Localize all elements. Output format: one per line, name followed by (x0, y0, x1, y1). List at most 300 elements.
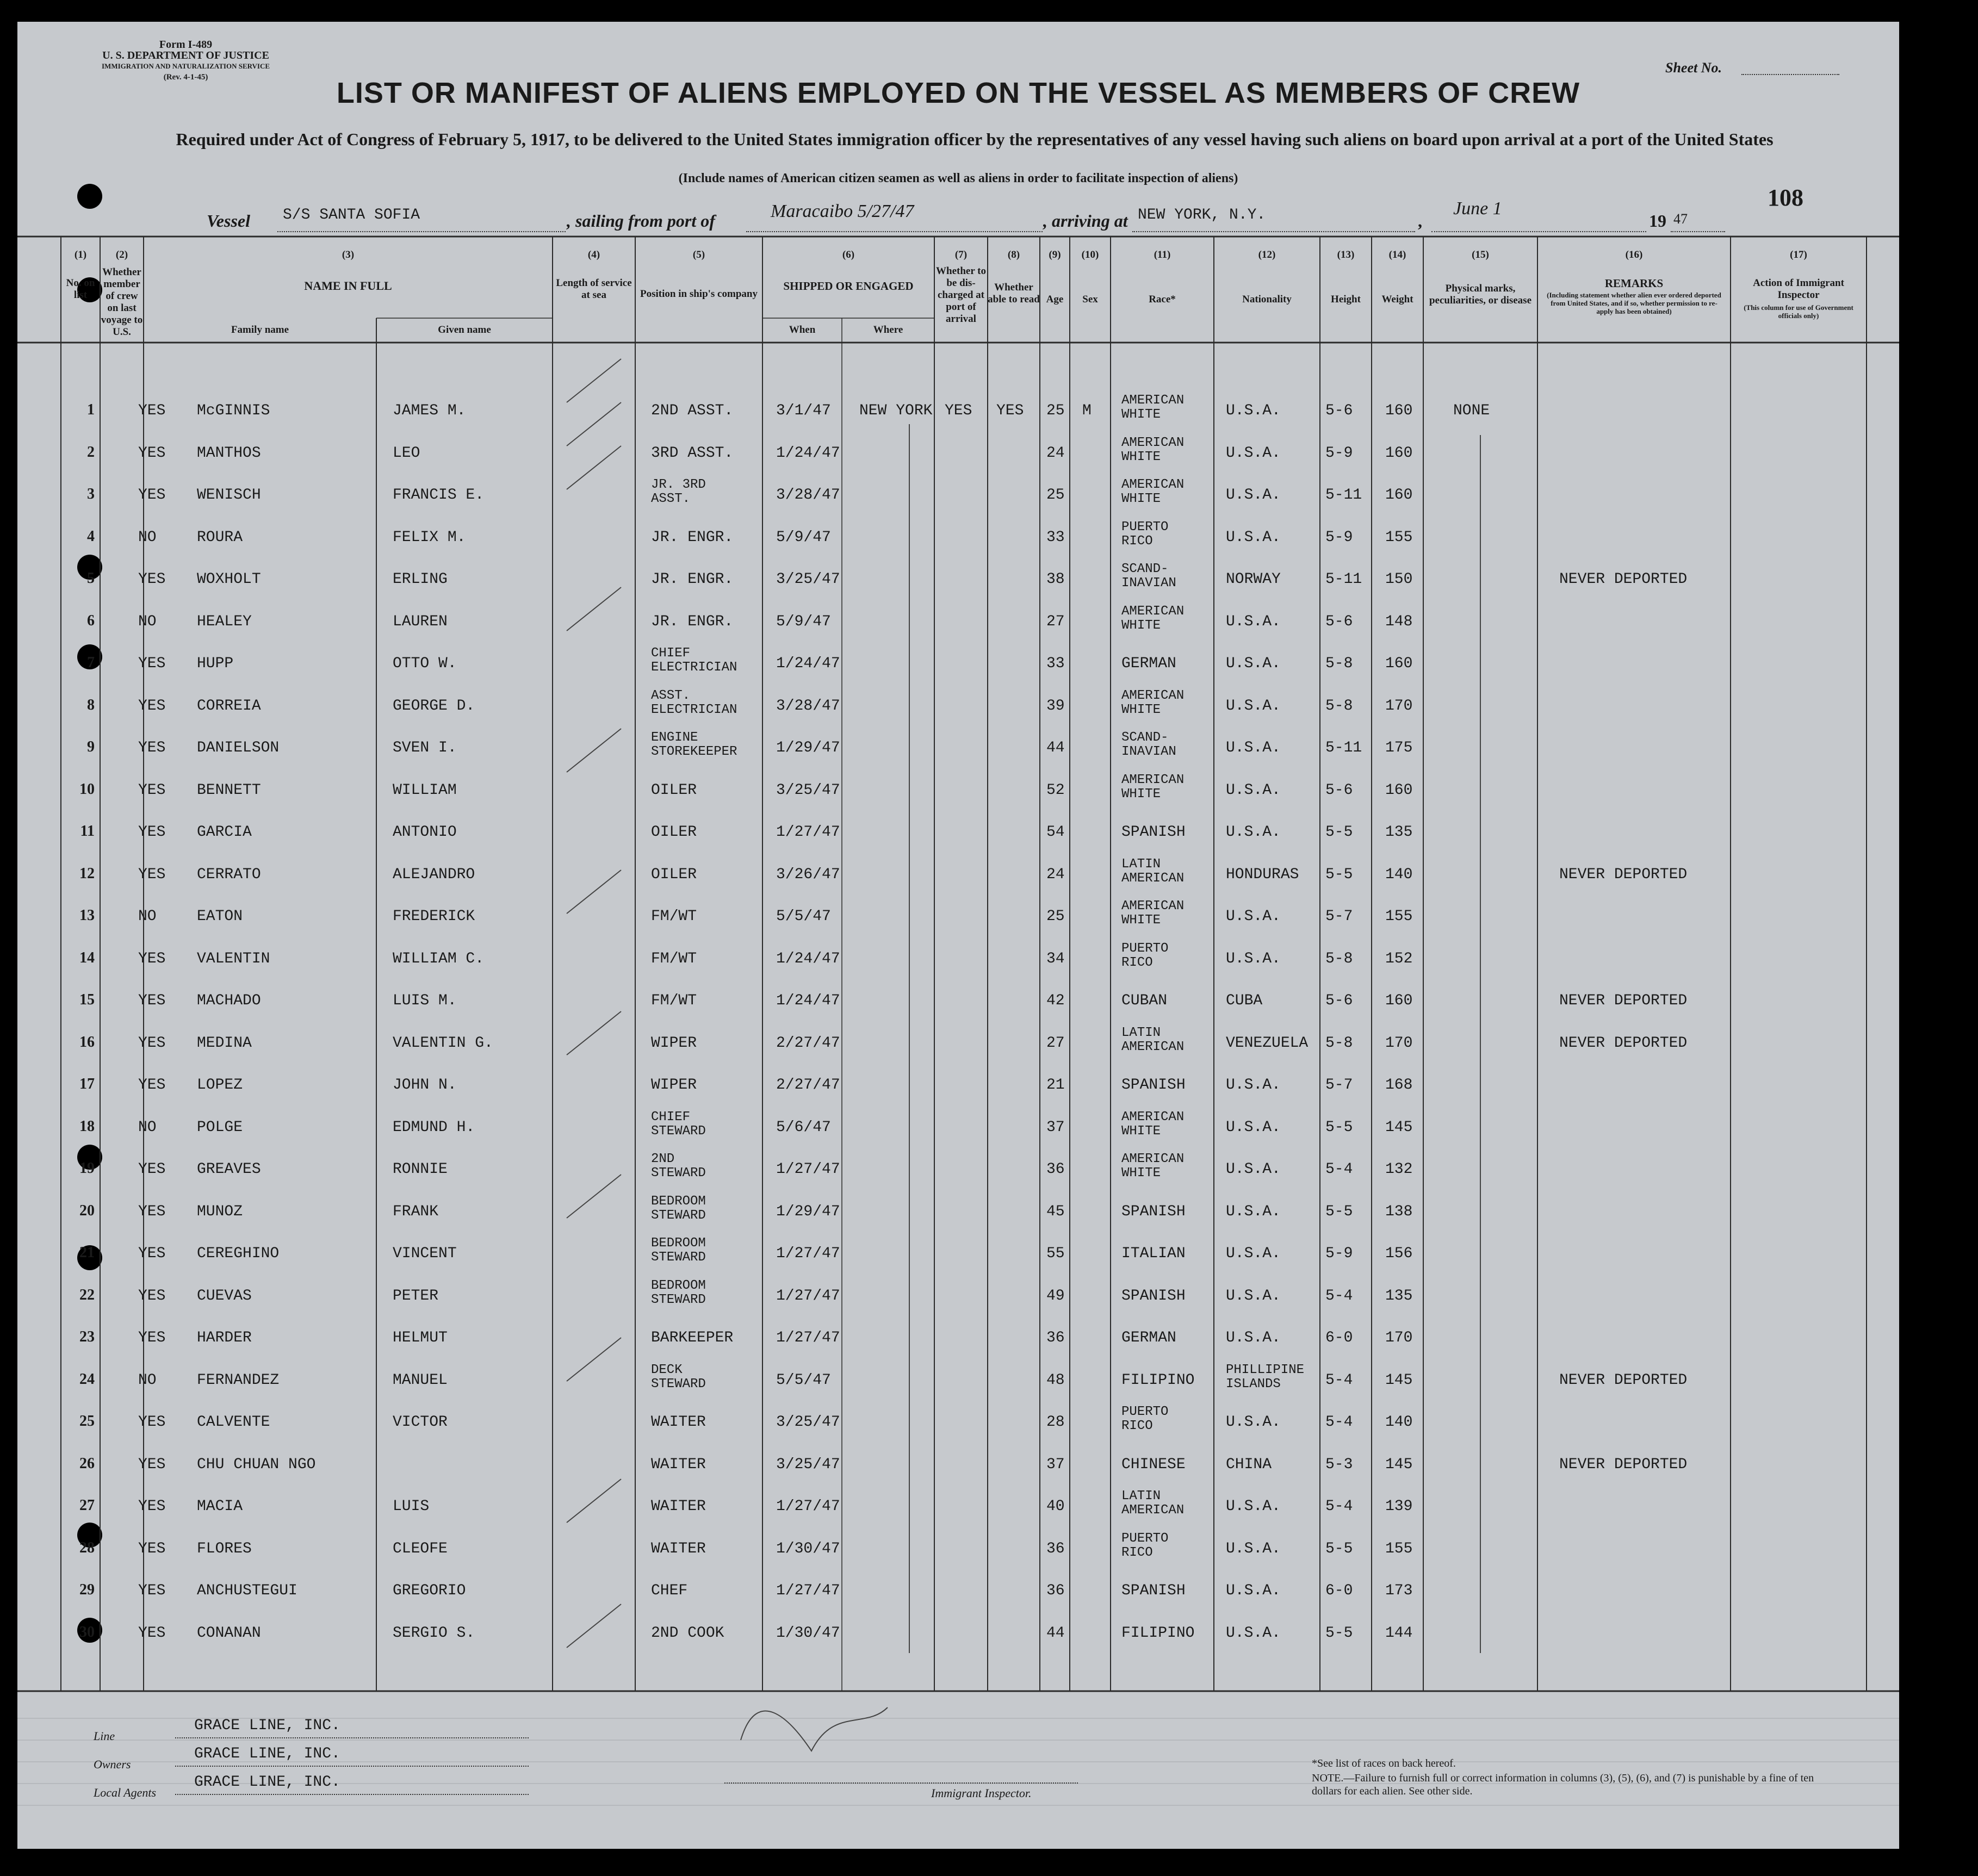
nationality: NORWAY (1226, 571, 1281, 588)
owners-value: GRACE LINE, INC. (194, 1745, 340, 1762)
shipped-when: 2/27/47 (776, 1077, 840, 1094)
family-name: MANTHOS (197, 445, 261, 462)
member-last-voyage: YES (138, 1288, 166, 1304)
position: ASST. (651, 688, 691, 703)
weight: 173 (1385, 1582, 1413, 1599)
weight: 170 (1385, 1330, 1413, 1346)
header-given-name: Given name (438, 324, 491, 336)
weight: 140 (1385, 866, 1413, 883)
remarks: NEVER DEPORTED (1559, 866, 1688, 883)
row-number: 28 (79, 1539, 95, 1556)
header-nationality: Nationality (1242, 294, 1292, 305)
column-number: (4) (587, 249, 600, 260)
race: AMERICAN (1121, 871, 1185, 886)
weight: 145 (1385, 1456, 1413, 1473)
age: 36 (1046, 1582, 1065, 1599)
age: 44 (1046, 1625, 1065, 1642)
family-name: WOXHOLT (197, 571, 261, 588)
position: CHIEF (651, 646, 691, 661)
race: WHITE (1121, 787, 1161, 802)
row-number: 21 (79, 1244, 95, 1261)
position: ENGINE (651, 730, 698, 745)
position: 2ND (651, 1152, 675, 1166)
family-name: GARCIA (197, 824, 252, 841)
race: LATIN (1121, 1026, 1161, 1040)
weight: 175 (1385, 740, 1413, 756)
arriving-label: , arriving at (1043, 211, 1128, 231)
race: PUERTO (1121, 1531, 1169, 1546)
height: 5-11 (1325, 487, 1362, 504)
race: WHITE (1121, 450, 1161, 464)
height: 5-4 (1325, 1372, 1353, 1389)
member-last-voyage: YES (138, 1498, 166, 1515)
position: ELECTRICIAN (651, 660, 737, 675)
race: FILIPINO (1121, 1372, 1195, 1389)
column-number: (3) (342, 249, 355, 260)
given-name: SVEN I. (393, 740, 457, 756)
header-age: Age (1046, 294, 1064, 305)
weight: 140 (1385, 1414, 1413, 1431)
row-number: 12 (79, 865, 95, 882)
age: 33 (1046, 655, 1065, 672)
position: CHEF (651, 1582, 688, 1599)
given-name: FRANCIS E. (393, 487, 485, 504)
races-note: *See list of races on back hereof. (1312, 1757, 1456, 1769)
physical-marks: NONE (1453, 402, 1490, 419)
height: 5-3 (1325, 1456, 1353, 1473)
member-last-voyage: YES (138, 1582, 166, 1599)
height: 5-4 (1325, 1288, 1353, 1304)
family-name: HUPP (197, 655, 234, 672)
able-to-read: YES (996, 402, 1024, 419)
header-name-in-full: NAME IN FULL (304, 279, 392, 293)
age: 39 (1046, 698, 1065, 715)
nationality: U.S.A. (1226, 1414, 1281, 1431)
row-number: 18 (79, 1118, 95, 1135)
given-name: SERGIO S. (393, 1625, 475, 1642)
race: AMERICAN (1121, 436, 1185, 450)
position: OILER (651, 782, 697, 799)
age: 40 (1046, 1498, 1065, 1515)
row-number: 27 (79, 1497, 95, 1514)
race: PUERTO (1121, 520, 1169, 535)
height: 5-6 (1325, 992, 1353, 1009)
race: AMERICAN (1121, 1040, 1185, 1054)
remarks: NEVER DEPORTED (1559, 1035, 1688, 1052)
row-number: 26 (79, 1455, 95, 1472)
column-number: (11) (1154, 249, 1171, 260)
race: WHITE (1121, 407, 1161, 422)
shipped-when: 3/25/47 (776, 1456, 840, 1473)
race: RICO (1121, 1545, 1153, 1560)
position: WIPER (651, 1035, 697, 1052)
weight: 156 (1385, 1245, 1413, 1262)
member-last-voyage: YES (138, 487, 166, 504)
inspector-label: Immigrant Inspector. (931, 1786, 1032, 1800)
header-weight: Weight (1381, 294, 1413, 305)
service: IMMIGRATION AND NATURALIZATION SERVICE (102, 62, 270, 70)
given-name: LEO (393, 445, 420, 462)
age: 54 (1046, 824, 1065, 841)
age: 44 (1046, 740, 1065, 756)
shipped-when: 2/27/47 (776, 1035, 840, 1052)
header-physical: Physical marks, peculiarities, or disease (1429, 283, 1532, 306)
age: 36 (1046, 1161, 1065, 1178)
header-height: Height (1331, 294, 1361, 305)
row-number: 25 (79, 1413, 95, 1430)
header-remarks: REMARKS (1604, 277, 1664, 290)
row-number: 10 (79, 781, 95, 798)
column-number: (15) (1472, 249, 1489, 260)
family-name: CALVENTE (197, 1414, 270, 1431)
height: 6-0 (1325, 1330, 1353, 1346)
header-position: Position in ship's company (640, 288, 758, 300)
position: BEDROOM (651, 1278, 706, 1293)
family-name: FERNANDEZ (197, 1372, 280, 1389)
row-number: 4 (87, 528, 95, 545)
age: 55 (1046, 1245, 1065, 1262)
height: 5-4 (1325, 1414, 1353, 1431)
race: PUERTO (1121, 1405, 1169, 1419)
height: 5-6 (1325, 402, 1353, 419)
position: JR. ENGR. (651, 613, 734, 630)
member-last-voyage: YES (138, 698, 166, 715)
agents-label: Local Agents (94, 1786, 157, 1799)
year-value: 47 (1673, 211, 1688, 227)
row-number: 3 (87, 486, 95, 502)
weight: 155 (1385, 529, 1413, 546)
position: FM/WT (651, 951, 697, 967)
family-name: MACIA (197, 1498, 243, 1515)
given-name: MANUEL (393, 1372, 448, 1389)
age: 27 (1046, 613, 1065, 630)
weight: 132 (1385, 1161, 1413, 1178)
given-name: GEORGE D. (393, 698, 475, 715)
nationality: U.S.A. (1226, 908, 1281, 925)
nationality: U.S.A. (1226, 1540, 1281, 1557)
position: 2ND ASST. (651, 402, 734, 419)
race: SCAND- (1121, 562, 1169, 576)
given-name: JAMES M. (393, 402, 466, 419)
nationality: U.S.A. (1226, 613, 1281, 630)
subtitle-note: (Include names of American citizen seamen as well as aliens in order to facilitate inspection of aliens) (678, 171, 1238, 185)
position: JR. 3RD (651, 477, 706, 492)
race: GERMAN (1121, 1330, 1176, 1346)
given-name: WILLIAM (393, 782, 457, 799)
race: LATIN (1121, 857, 1161, 872)
nationality: U.S.A. (1226, 1161, 1281, 1178)
given-name: ERLING (393, 571, 448, 588)
height: 5-5 (1325, 1625, 1353, 1642)
height: 5-8 (1325, 655, 1353, 672)
agents-value: GRACE LINE, INC. (194, 1774, 340, 1791)
nationality: U.S.A. (1226, 1119, 1281, 1136)
department: U. S. DEPARTMENT OF JUSTICE (102, 49, 269, 61)
member-last-voyage: NO (138, 1119, 157, 1136)
race: RICO (1121, 1419, 1153, 1433)
column-number: (13) (1337, 249, 1355, 260)
member-last-voyage: YES (138, 1540, 166, 1557)
member-last-voyage: YES (138, 866, 166, 883)
member-last-voyage: YES (138, 1161, 166, 1178)
column-number: (7) (954, 249, 968, 260)
family-name: VALENTIN (197, 951, 270, 967)
height: 5-5 (1325, 824, 1353, 841)
column-number: (9) (1049, 249, 1061, 260)
shipped-when: 5/9/47 (776, 613, 831, 630)
row-number: 2 (87, 444, 95, 461)
age: 21 (1046, 1077, 1065, 1094)
position: BEDROOM (651, 1236, 706, 1251)
header-action-note: (This column for use of Government officials only) (1744, 303, 1853, 320)
weight: 155 (1385, 1540, 1413, 1557)
age: 24 (1046, 445, 1065, 462)
member-last-voyage: YES (138, 1456, 166, 1473)
position: WAITER (651, 1498, 706, 1515)
position: BARKEEPER (651, 1330, 734, 1346)
shipped-when: 3/25/47 (776, 782, 840, 799)
shipped-when: 1/27/47 (776, 1330, 840, 1346)
race: AMERICAN (1121, 1152, 1185, 1166)
page-title: LIST OR MANIFEST OF ALIENS EMPLOYED ON THE VESSEL AS MEMBERS OF CREW (336, 77, 1580, 109)
family-name: EATON (197, 908, 243, 925)
height: 5-5 (1325, 1119, 1353, 1136)
member-last-voyage: YES (138, 782, 166, 799)
height: 5-5 (1325, 1203, 1353, 1220)
shipped-when: 1/27/47 (776, 1582, 840, 1599)
vessel-label: Vessel (207, 211, 250, 231)
shipped-when: 5/5/47 (776, 1372, 831, 1389)
remarks: NEVER DEPORTED (1559, 1372, 1688, 1389)
family-name: GREAVES (197, 1161, 261, 1178)
nationality: U.S.A. (1226, 698, 1281, 715)
family-name: MACHADO (197, 992, 261, 1009)
family-name: HEALEY (197, 613, 252, 630)
age: 45 (1046, 1203, 1065, 1220)
weight: 135 (1385, 824, 1413, 841)
race: CHINESE (1121, 1456, 1186, 1473)
age: 36 (1046, 1540, 1065, 1557)
height: 5-7 (1325, 908, 1353, 925)
shipped-when: 1/29/47 (776, 740, 840, 756)
weight: 138 (1385, 1203, 1413, 1220)
nationality: U.S.A. (1226, 445, 1281, 462)
shipped-when: 5/6/47 (776, 1119, 831, 1136)
height: 5-11 (1325, 571, 1362, 588)
shipped-when: 1/27/47 (776, 824, 840, 841)
position: FM/WT (651, 908, 697, 925)
shipped-when: 1/24/47 (776, 951, 840, 967)
family-name: CHU CHUAN NGO (197, 1456, 316, 1473)
remarks: NEVER DEPORTED (1559, 992, 1688, 1009)
row-number: 16 (79, 1034, 95, 1051)
race: WHITE (1121, 1166, 1161, 1181)
nationality: U.S.A. (1226, 1330, 1281, 1346)
header-length-service: Length of service at sea (556, 277, 632, 301)
shipped-when: 1/27/47 (776, 1288, 840, 1304)
remarks: NEVER DEPORTED (1559, 1456, 1688, 1473)
race: INAVIAN (1121, 576, 1176, 591)
weight: 160 (1385, 992, 1413, 1009)
given-name: GREGORIO (393, 1582, 466, 1599)
family-name: MUNOZ (197, 1203, 243, 1220)
column-number: (12) (1258, 249, 1276, 260)
age: 48 (1046, 1372, 1065, 1389)
race: ITALIAN (1121, 1245, 1186, 1262)
height: 5-9 (1325, 529, 1353, 546)
shipped-where: NEW YORK (859, 402, 933, 419)
weight: 145 (1385, 1372, 1413, 1389)
member-last-voyage: YES (138, 824, 166, 841)
race: SPANISH (1121, 1582, 1186, 1599)
nationality: PHILLIPINE (1226, 1363, 1305, 1377)
race: RICO (1121, 955, 1153, 970)
given-name: FREDERICK (393, 908, 475, 925)
row-number: 9 (87, 738, 95, 755)
weight: 135 (1385, 1288, 1413, 1304)
shipped-when: 5/9/47 (776, 529, 831, 546)
family-name: HARDER (197, 1330, 252, 1346)
position: ASST. (651, 492, 691, 506)
position: FM/WT (651, 992, 697, 1009)
race: WHITE (1121, 703, 1161, 717)
weight: 160 (1385, 782, 1413, 799)
column-number: (6) (842, 249, 855, 260)
position: STEWARD (651, 1377, 706, 1392)
member-last-voyage: YES (138, 951, 166, 967)
age: 36 (1046, 1330, 1065, 1346)
line-label: Line (94, 1729, 115, 1743)
column-number: (5) (692, 249, 705, 260)
family-name: CEREGHINO (197, 1245, 280, 1262)
race: WHITE (1121, 1124, 1161, 1139)
nationality: U.S.A. (1226, 529, 1281, 546)
family-name: CUEVAS (197, 1288, 252, 1304)
shipped-when: 1/24/47 (776, 992, 840, 1009)
race: FILIPINO (1121, 1625, 1195, 1642)
shipped-when: 3/25/47 (776, 571, 840, 588)
given-name: ANTONIO (393, 824, 457, 841)
header-when: When (789, 324, 816, 336)
family-name: ANCHUSTEGUI (197, 1582, 297, 1599)
weight: 170 (1385, 698, 1413, 715)
given-name: ALEJANDRO (393, 866, 475, 883)
given-name: EDMUND H. (393, 1119, 475, 1136)
family-name: BENNETT (197, 782, 261, 799)
height: 5-4 (1325, 1161, 1353, 1178)
member-last-voyage: YES (138, 992, 166, 1009)
row-number: 7 (87, 654, 95, 671)
age: 34 (1046, 951, 1065, 967)
manifest-sheet: Form I-489 U. S. DEPARTMENT OF JUSTICE IMMIGRATION AND NATURALIZATION SERVICE (Rev. 4-1-45) Sheet No. LIST OR MANIFEST OF ALIENS EMPLOYED ON THE VESSEL AS MEMBERS OF CREW Required under Act of Congress of February 5, 1917, to be delivered to the United States immigration officer by the representatives of any vessel having such aliens on board upon arrival at a port of the United States (Include names of American citizen seamen as well as aliens in order to facilitate inspection of aliens) 108 Vessel S/S SANTA SOFIA , sailing from port of Maracaibo 5/27/47 , arriving at NEW YORK, N.Y. , June 1 19 47 (1) (2) (3) (4) (5) (6) (7) (8) (9) (10) (11) (12) (13) (14) (15) (16) (17) No. on list Whether member of crew on last voyage to U.S. NAME IN FULL Family name Given name Length of service at sea Position in ship's company SHIPPED OR ENGAGED When Where Whether to be dis-charged at port of arrival Whether able to read Age Sex Race* Nationality Height Weight Physical marks, peculiarities, or disease REMARKS (Including statement whether alien ever ordered deported from United States, and if so, whether permission to re-apply has been obtained) Action of Immigrant Inspector (This column for use of Government officials only) 1 YES McGINNIS JAMES M. 2ND ASST. 3/1/47 NEW YORK YES YES 25 M AMERICAN WHITE U.S.A. 5-6 160 NONE 2 YES MANTHOS LEO 3RD ASST. 1/24/47 24 AMERICAN WHITE U.S.A. 5-9 160 3 YES WENISCH FRANCIS E. JR. 3RD ASST. 3/28/47 25 AMERICAN WHITE U.S.A. 5-11 160 4 NO ROURA FELIX M. JR. ENGR. 5/9/47 33 PUERTO RICO U.S.A. 5-9 155 5 YES WOXHOLT ERLING JR. ENGR. 3/25/47 38 SCAND- INAVIAN NORWAY 5-11 150 NEVER DEPORTED 6 NO HEALEY LAUREN JR. ENGR. 5/9/47 27 AMERICAN WHITE U.S.A. 5-6 148 7 YES HUPP OTTO W. CHIEF ELECTRICIAN 1/24/47 33 GERMAN U.S.A. 5-8 160 8 YES CORREIA GEORGE D. ASST. ELECTRICIAN 3/28/47 39 AMERICAN WHITE U.S.A. 5-8 170 9 YES DANIELSON SVEN I. ENGINE STOREKEEPER 1/29/47 44 SCAND- INAVIAN U.S.A. 5-11 175 10 YES BENNETT WILLIAM OILER 3/25/47 52 AMERICAN WHITE U.S.A. 5-6 160 11 YES GARCIA ANTONIO OILER 1/27/47 54 SPANISH U.S.A. 5-5 135 12 YES CERRATO ALEJANDRO OILER 3/26/47 24 LATIN AMERICAN HONDURAS 5-5 140 NEVER DEPORTED 13 NO EATON FREDERICK FM/WT 5/5/47 25 AMERICAN WHITE U.S.A. 5-7 155 14 YES VALENTIN WILLIAM C. FM/WT 1/24/47 34 PUERTO RICO U.S.A. 5-8 152 15 YES MACHADO LUIS M. FM/WT 1/24/47 42 CUBAN CUBA 5-6 160 NEVER DEPORTED 16 YES MEDINA VALENTIN G. WIPER 2/27/47 27 LATIN AMERICAN VENEZUELA 5-8 170 NEVER DEPORTED 17 YES LOPEZ JOHN N. WIPER 2/27/47 21 SPANISH U.S.A. 5-7 168 18 NO POLGE EDMUND H. CHIEF STEWARD 5/6/47 37 AMERICAN WHITE U.S.A. 5-5 145 19 YES GREAVES RONNIE 2ND STEWARD 1/27/47 36 AMERICAN WHITE U.S.A. 5-4 132 20 YES MUNOZ FRANK BEDROOM STEWARD 1/29/47 45 SPANISH U.S.A. 5-5 138 21 YES CEREGHINO VINCENT BEDROOM STEWARD 1/27/47 55 ITALIAN U.S.A. 5-9 156 22 YES CUEVAS PETER BEDROOM STEWARD 1/27/47 49 SPANISH U.S.A. 5-4 135 23 YES HARDER HELMUT BARKEEPER 1/27/47 36 GERMAN U.S.A. 6-0 170 24 NO FERNANDEZ MANUEL DECK STEWARD 5/5/47 48 FILIPINO PHILLIPINE ISLANDS 5-4 145 NEVER DEPORTED 25 YES CALVENTE VICTOR WAITER 3/25/47 28 PUERTO RICO U.S.A. 5-4 140 26 YES CHU CHUAN NGO WAITER 3/25/47 37 CHINESE CHINA 5-3 145 NEVER DEPORTED 27 YES MACIA LUIS WAITER 1/27/47 40 LATIN AMERICAN U.S.A. 5-4 139 28 YES FLORES CLEOFE WAITER 1/30/47 36 PUERTO RICO U.S.A. 5-5 155 29 YES ANCHUSTEGUI GREGORIO CHEF 1/27/47 36 SPANISH U.S.A. 6-0 173 30 YES CONANAN SERGIO S. 2ND COOK 1/30/47 44 FILIPINO U.S.A. 5-5 144 Line GRACE LINE, INC. Owners GRACE LINE, INC. Local Agents GRACE LINE, INC. Immigrant Inspector. *See list of races on back hereof. NOTE.—Failure to furnish full or correct information in columns (3), (5), (6), and (7) is punishable by a fine of ten dollars for each alien. See other side. (17, 22, 1899, 1849)
position: WAITER (651, 1456, 706, 1473)
weight: 160 (1385, 655, 1413, 672)
member-last-voyage: YES (138, 445, 166, 462)
member-last-voyage: YES (138, 1203, 166, 1220)
nationality: U.S.A. (1226, 655, 1281, 672)
shipped-when: 1/24/47 (776, 445, 840, 462)
column-number: (14) (1388, 249, 1406, 260)
position: STEWARD (651, 1124, 706, 1139)
year-prefix: 19 (1649, 211, 1666, 231)
member-last-voyage: YES (138, 1245, 166, 1262)
given-name: RONNIE (393, 1161, 448, 1178)
height: 5-8 (1325, 1035, 1353, 1052)
shipped-when: 3/28/47 (776, 698, 840, 715)
nationality: U.S.A. (1226, 1077, 1281, 1094)
age: 27 (1046, 1035, 1065, 1052)
family-name: FLORES (197, 1540, 252, 1557)
shipped-when: 3/25/47 (776, 1414, 840, 1431)
position: CHIEF (651, 1110, 691, 1125)
weight: 148 (1385, 613, 1413, 630)
row-number: 14 (79, 949, 95, 966)
position: STEWARD (651, 1250, 706, 1265)
row-number: 6 (87, 612, 95, 629)
weight: 170 (1385, 1035, 1413, 1052)
column-number: (2) (115, 249, 128, 260)
nationality: U.S.A. (1226, 1498, 1281, 1515)
nationality: VENEZUELA (1226, 1035, 1309, 1052)
height: 5-9 (1325, 445, 1353, 462)
height: 5-11 (1325, 740, 1362, 756)
shipped-when: 1/27/47 (776, 1498, 840, 1515)
row-number: 24 (79, 1371, 95, 1388)
given-name: CLEOFE (393, 1540, 448, 1557)
race: WHITE (1121, 618, 1161, 633)
weight: 155 (1385, 908, 1413, 925)
given-name: LUIS (393, 1498, 430, 1515)
age: 25 (1046, 402, 1065, 419)
owners-label: Owners (94, 1757, 131, 1771)
race: RICO (1121, 534, 1153, 549)
header-able-read: Whether able to read (988, 282, 1040, 305)
row-number: 19 (79, 1160, 95, 1177)
given-name: VICTOR (393, 1414, 448, 1431)
header-sex: Sex (1082, 294, 1098, 305)
position: STEWARD (651, 1293, 706, 1307)
member-last-voyage: YES (138, 1035, 166, 1052)
family-name: DANIELSON (197, 740, 280, 756)
age: 52 (1046, 782, 1065, 799)
member-last-voyage: NO (138, 1372, 157, 1389)
shipped-when: 1/29/47 (776, 1203, 840, 1220)
position: 2ND COOK (651, 1625, 724, 1642)
nationality: U.S.A. (1226, 782, 1281, 799)
race: GERMAN (1121, 655, 1176, 672)
given-name: VINCENT (393, 1245, 457, 1262)
position: STEWARD (651, 1166, 706, 1181)
header-member: Whether member of crew on last voyage to U.S. (101, 266, 143, 338)
row-number: 20 (79, 1202, 95, 1219)
header-family-name: Family name (231, 324, 289, 336)
race: AMERICAN (1121, 899, 1185, 914)
weight: 139 (1385, 1498, 1413, 1515)
race: WHITE (1121, 492, 1161, 506)
weight: 144 (1385, 1625, 1413, 1642)
member-last-voyage: YES (138, 402, 166, 419)
race: CUBAN (1121, 992, 1168, 1009)
age: 28 (1046, 1414, 1065, 1431)
position: OILER (651, 824, 697, 841)
row-number: 8 (87, 697, 95, 713)
height: 5-7 (1325, 1077, 1353, 1094)
nationality: CUBA (1226, 992, 1263, 1009)
age: 42 (1046, 992, 1065, 1009)
nationality: CHINA (1226, 1456, 1272, 1473)
race: AMERICAN (1121, 773, 1185, 787)
given-name: FRANK (393, 1203, 439, 1220)
